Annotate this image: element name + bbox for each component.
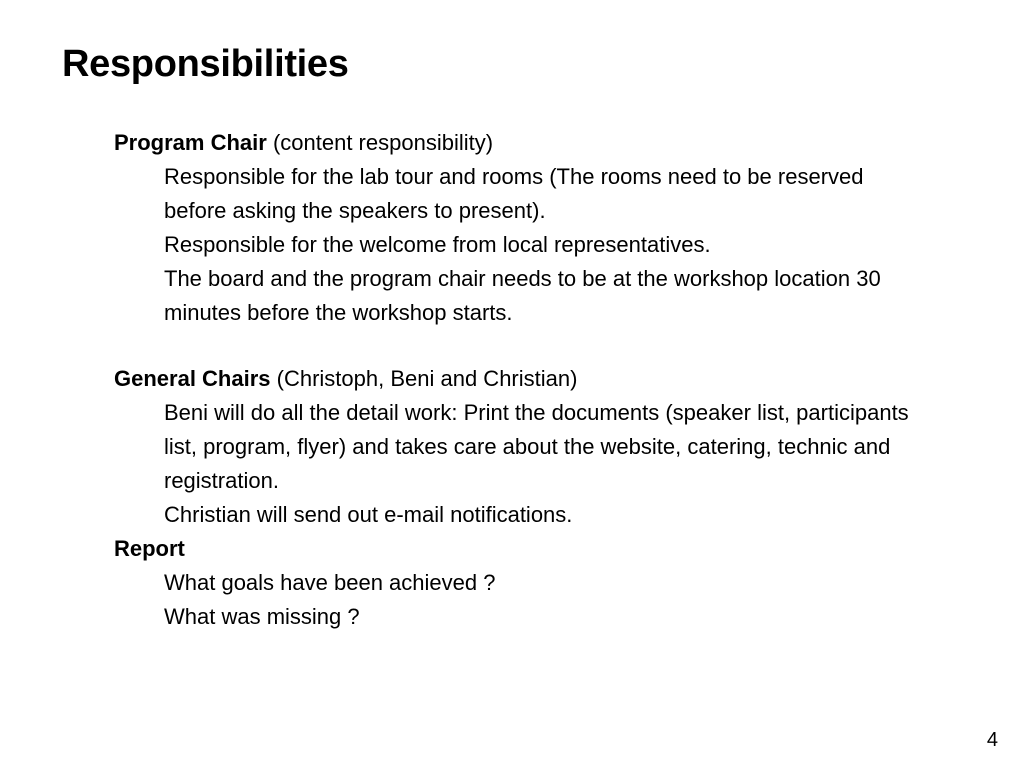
list-item: Christian will send out e-mail notifications. bbox=[164, 502, 573, 527]
section-spacer bbox=[114, 330, 974, 362]
slide-content bbox=[114, 126, 974, 634]
list-item: Responsible for the welcome from local representatives. bbox=[164, 232, 711, 257]
list-item: Responsible for the lab tour and rooms (The rooms need to be reserved before asking the speakers to present). bbox=[164, 164, 864, 223]
section-heading bbox=[114, 126, 974, 160]
section-title: General Chairs bbox=[114, 366, 271, 391]
section-note: (content responsibility) bbox=[272, 130, 494, 155]
section-heading bbox=[114, 532, 974, 566]
section-title: Report bbox=[114, 536, 185, 561]
section-title: Program Chair bbox=[114, 130, 267, 155]
section-general-chairs bbox=[114, 362, 974, 532]
section-report bbox=[114, 532, 974, 634]
list-item: What was missing ? bbox=[164, 604, 360, 629]
list-item: Beni will do all the detail work: Print the documents (speaker list, participants list, program, flyer) and takes care about the website, catering, technic and registration. bbox=[164, 400, 909, 493]
section-heading bbox=[114, 362, 974, 396]
list-item: What goals have been achieved ? bbox=[164, 570, 496, 595]
slide-title: Responsibilities bbox=[62, 43, 349, 85]
section-program-chair bbox=[114, 126, 974, 330]
page-number: 4 bbox=[986, 729, 998, 751]
list-item: The board and the program chair needs to be at the workshop location 30 minutes before the workshop starts. bbox=[164, 266, 881, 325]
section-note: (Christoph, Beni and Christian) bbox=[276, 366, 578, 391]
